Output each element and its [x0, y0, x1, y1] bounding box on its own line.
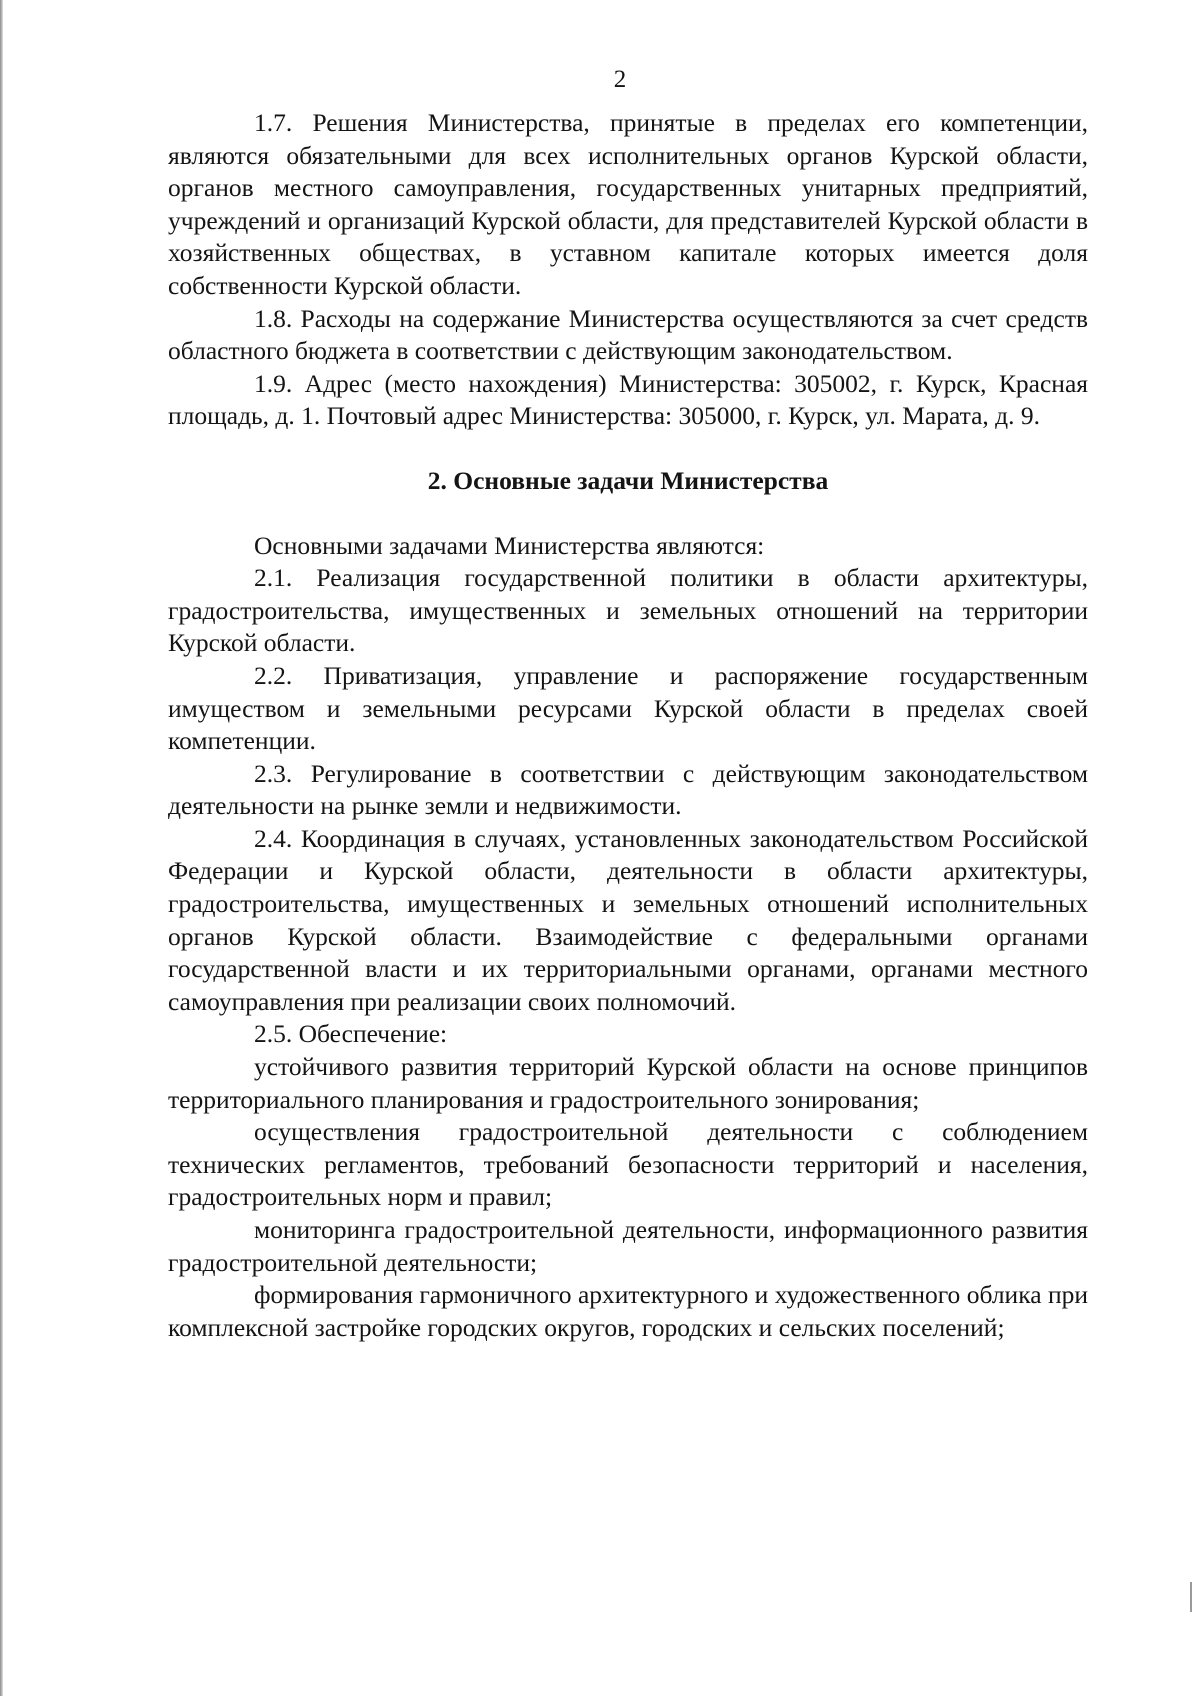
paragraph-2-5: 2.5. Обеспечение:: [254, 1019, 448, 1049]
list-item-architectural-appearance: формирования гармоничного архитектурного и художественного облика при комплексной застройке городских округов, городских и сельских поселений;: [168, 1280, 1088, 1342]
scan-edge-left: [0, 0, 3, 1696]
list-item-urban-planning-compliance: осуществления градостроительной деятельности с соблюдением технических регламентов, требований безопасности территорий и населения, градостроительных норм и правил;: [168, 1117, 1088, 1212]
section-2-intro: Основными задачами Министерства являются:: [254, 530, 765, 560]
paragraph-1-7: 1.7. Решения Министерства, принятые в пределах его компетенции, являются обязательными для всех исполнительных органов Курской области, органов местного самоуправления, государственных унитарных предприятий, учреждений и организаций Курской области, для представителей Курской области в хозяйственных обществах, в уставном капитале которых имеется доля собственности Курской области.: [168, 108, 1088, 300]
list-item-monitoring: мониторинга градостроительной деятельности, информационного развития градостроительной деятельности;: [168, 1215, 1088, 1277]
spacer: [168, 433, 1088, 465]
paragraph-1-9: 1.9. Адрес (место нахождения) Министерства: 305002, г. Курск, Красная площадь, д. 1. Почтовый адрес Министерства: 305000, г. Курск, ул. Марата, д. 9.: [168, 368, 1088, 431]
section-2-heading: 2. Основные задачи Министерства: [427, 465, 829, 495]
paragraph-2-4: 2.4. Координация в случаях, установленных законодательством Российской Федерации и Курской области, деятельности в области архитектуры, градостроительства, имущественных и земельных отношений исполнительных органов Курской области. Взаимодействие с федеральными органами государственной власти и их территориальными органами, органами местного самоуправления при реализации своих полномочий.: [168, 823, 1088, 1016]
paragraph-2-3: 2.3. Регулирование в соответствии с действующим законодательством деятельности на рынке земли и недвижимости.: [168, 758, 1088, 821]
document-body: [168, 107, 1088, 1344]
page-number: 2: [613, 66, 627, 93]
list-item-sustainable-development: устойчивого развития территорий Курской области на основе принципов территориального планирования и градостроительного зонирования;: [168, 1052, 1088, 1114]
spacer: [168, 498, 1088, 530]
paragraph-1-8: 1.8. Расходы на содержание Министерства осуществляются за счет средств областного бюджета в соответствии с действующим законодательством.: [168, 303, 1088, 366]
scan-mark-right: [1190, 1582, 1192, 1612]
paragraph-2-1: 2.1. Реализация государственной политики в области архитектуры, градостроительства, имущественных и земельных отношений на территории Курской области.: [168, 563, 1088, 658]
paragraph-2-2: 2.2. Приватизация, управление и распоряжение государственным имуществом и земельными ресурсами Курской области в пределах своей компетенции.: [168, 660, 1088, 756]
